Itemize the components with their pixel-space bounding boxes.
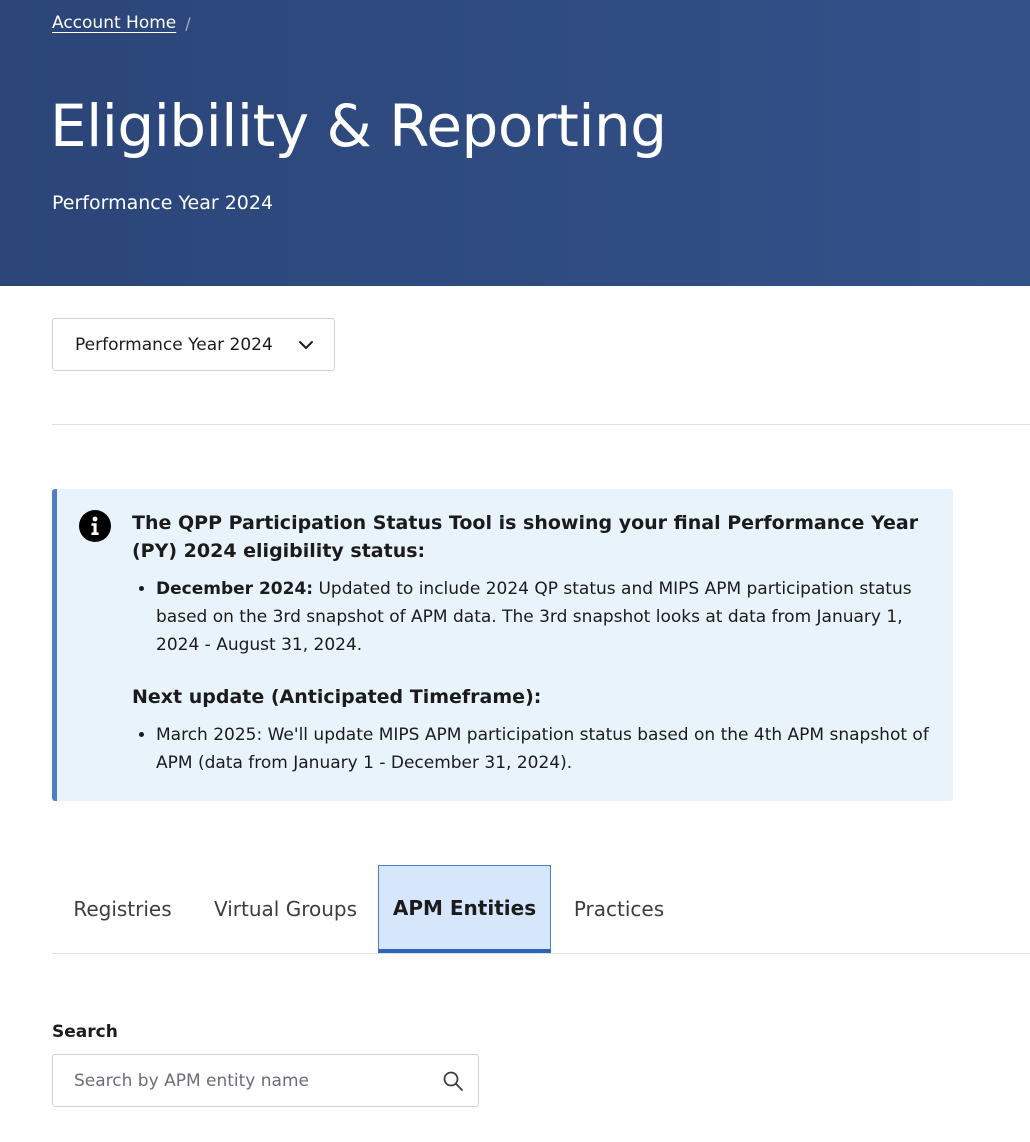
- search-icon[interactable]: [442, 1070, 464, 1092]
- performance-year-selected-value: Performance Year 2024: [75, 334, 273, 355]
- search-field: [52, 1054, 479, 1107]
- alert-list-item: [156, 575, 942, 659]
- alert-item-date: December 2024:: [156, 579, 314, 599]
- page-title: Eligibility & Reporting: [50, 92, 667, 160]
- alert-item-text: Updated to include 2024 QP status and MIPS APM participation status based on the 3rd snapshot of APM data. The 3rd snapshot looks at data from January 1, 2024 - August 31, 2024.: [156, 579, 912, 655]
- alert-list: [156, 575, 942, 659]
- page-subtitle: Performance Year 2024: [52, 192, 274, 214]
- alert-content: [132, 509, 942, 777]
- next-update-list: [156, 721, 942, 777]
- section-divider: [52, 424, 1030, 425]
- info-alert: [52, 489, 953, 801]
- next-update-heading: Next update (Anticipated Timeframe):: [132, 686, 542, 708]
- next-update-item: • March 2025: We'll update MIPS APM participation status based on the 4th APM snapshot of APM (data from January 1 - December 31, 2024).: [156, 721, 942, 777]
- tabs-divider: [52, 953, 1030, 954]
- tab-apm-entities[interactable]: APM Entities: [378, 865, 551, 953]
- breadcrumb-account-home-link[interactable]: Account Home: [52, 13, 177, 33]
- search-label: Search: [52, 1022, 118, 1042]
- entity-tabs: [52, 865, 687, 953]
- chevron-down-icon: [297, 336, 315, 354]
- tab-registries[interactable]: Registries: [73, 897, 172, 921]
- performance-year-dropdown[interactable]: [52, 318, 335, 371]
- search-input[interactable]: [74, 1055, 434, 1106]
- info-icon: [79, 510, 111, 542]
- breadcrumb: [52, 13, 191, 33]
- breadcrumb-separator: /: [185, 13, 191, 33]
- tab-virtual-groups[interactable]: Virtual Groups: [213, 897, 358, 921]
- tab-practices[interactable]: Practices: [573, 897, 665, 921]
- page-header: [0, 0, 1030, 286]
- alert-heading: The QPP Participation Status Tool is showing your final Performance Year (PY) 2024 eligibility status:: [132, 512, 919, 562]
